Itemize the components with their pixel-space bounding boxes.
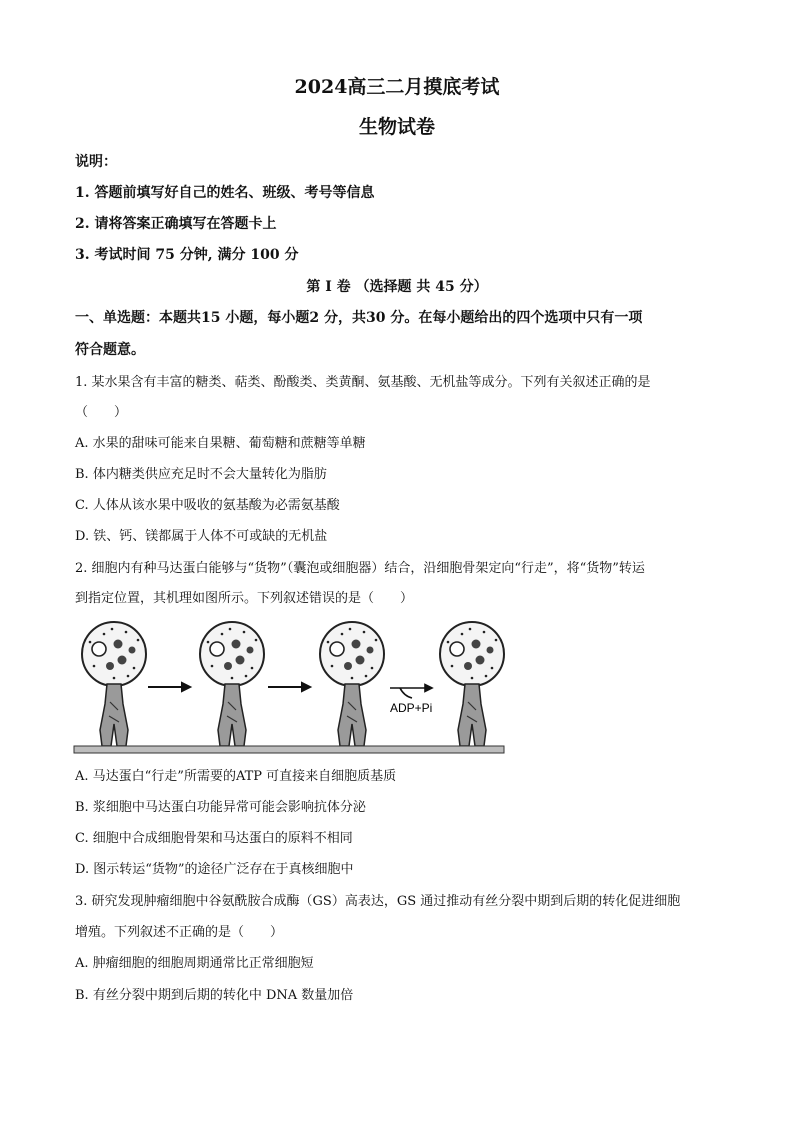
q2-option-b: B. 浆细胞中马达蛋白功能异常可能会影响抗体分泌 — [75, 800, 366, 815]
section-title: 第 I 卷 （选择题 共 45 分） — [306, 279, 488, 295]
cytoskeleton-track — [74, 746, 504, 753]
exam-subtitle: 生物试卷 — [358, 116, 435, 138]
section-instruction-line2: 符合题意。 — [75, 342, 145, 358]
q2-option-a: A. 马达蛋白“行走”所需要的ATP 可直接来自细胞质基质 — [75, 769, 397, 784]
q1-option-c: C. 人体从该水果中吸收的氨基酸为必需氨基酸 — [75, 498, 340, 513]
q3-option-a: A. 肿瘤细胞的细胞周期通常比正常细胞短 — [75, 956, 314, 971]
q3-option-b: B. 有丝分裂中期到后期的转化中 DNA 数量加倍 — [75, 988, 354, 1003]
q1-option-d: D. 铁、钙、镁都属于人体不可或缺的无机盐 — [75, 529, 328, 544]
q2-stem-line2: 到指定位置，其机理如图所示。下列叙述错误的是（ ） — [75, 591, 414, 606]
q1-stem-line2: （ ） — [75, 405, 128, 420]
arrow-icon — [268, 683, 310, 691]
q2-stem-line1: 2. 细胞内有种马达蛋白能够与“货物”（囊泡或细胞器）结合，沿细胞骨架定向“行走”，将“货物”转运 — [75, 561, 645, 576]
motor-protein-figure — [72, 612, 512, 757]
note-item-1: 1. 答题前填写好自己的姓名、班级、考号等信息 — [75, 185, 375, 201]
q1-option-b: B. 体内糖类供应充足时不会大量转化为脂肪 — [75, 467, 327, 482]
note-item-3: 3. 考试时间 75 分钟, 满分 100 分 — [75, 247, 299, 263]
q1-stem-line1: 1. 某水果含有丰富的糖类、萜类、酚酸类、类黄酮、氨基酸、无机盐等成分。下列有关叙述正确的是 — [75, 375, 651, 390]
cargo-stage-3 — [320, 622, 384, 746]
q2-option-c: C. 细胞中合成细胞骨架和马达蛋白的原料不相同 — [75, 831, 353, 846]
cargo-stage-4 — [440, 622, 504, 746]
cargo-stage-2 — [200, 622, 264, 746]
cargo-stage-1 — [82, 622, 146, 746]
exam-title: 2024高三二月摸底考试 — [294, 76, 500, 98]
q2-option-d: D. 图示转运“货物”的途径广泛存在于真核细胞中 — [75, 862, 354, 877]
note-item-2: 2. 请将答案正确填写在答题卡上 — [75, 216, 277, 232]
figure-label-adp: ADP+Pi — [390, 701, 433, 715]
q3-stem-line2: 增殖。下列叙述不正确的是（ ） — [75, 925, 284, 940]
q1-option-a: A. 水果的甜味可能来自果糖、葡萄糖和蔗糖等单糖 — [75, 436, 366, 451]
section-instruction-line1: 一、单选题：本题共15 小题，每小题2 分，共30 分。在每小题给出的四个选项中只有一项 — [75, 310, 643, 326]
arrow-icon — [148, 683, 190, 691]
q3-stem-line1: 3. 研究发现肿瘤细胞中谷氨酰胺合成酶（GS）高表达，GS 通过推动有丝分裂中期到后期的转化促进细胞 — [75, 894, 681, 909]
arrow-icon — [390, 685, 432, 699]
notes-label: 说明： — [75, 154, 117, 170]
